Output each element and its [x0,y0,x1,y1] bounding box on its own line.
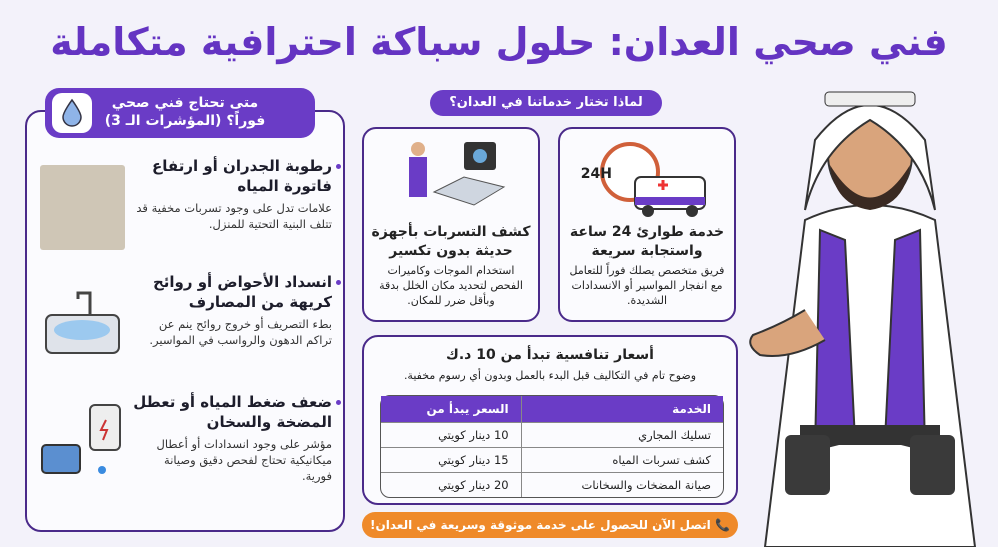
svg-text:24H: 24H [580,166,612,182]
indicator-text: مؤشر على وجود انسدادات أو أعطال ميكانيكية تحتاج لفحص دقيق وصيانة فورية. [156,437,332,483]
service-card-leak-detection [362,127,540,322]
page-title: فني صحي العدان: حلول سباكة احترافية متكاملة [50,20,948,64]
table-row [381,472,723,497]
indicator-text: بطء التصريف أو خروج روائح ينم عن تراكم الدهون والرواسب في المواسير. [149,317,332,347]
leak-detection-icon [394,137,514,222]
pricing-subtitle: وضوح تام في التكاليف قبل البدء بالعمل وبدون أي رسوم مخفية. [403,369,697,382]
card-text: فريق متخصص يصلك فوراً للتعامل مع انفجار المواسير أو الانسدادات الشديدة. [569,264,725,307]
call-now-button[interactable] [362,512,738,538]
price-cell: 10 دينار كويتي [381,422,522,447]
why-heading: لماذا تختار خدماتنا في العدان؟ [430,90,662,116]
pricing-card [362,335,738,505]
pricing-title: أسعار تنافسية تبدأ من 10 د.ك [446,347,654,363]
indicator-text: علامات تدل على وجود تسربات مخفية قد تتلف البنية التحتية للمنزل. [136,201,332,231]
card-title: خدمة طوارئ 24 ساعة واستجابة سريعة [569,224,725,259]
indicator-item [132,392,332,484]
card-text: استخدام الموجات وكاميرات الفحص لتحديد مكان الخلل بدقة وبأقل ضرر للمكان. [379,264,523,307]
indicator-item [132,156,332,232]
service-cell: تسليك المجاري [522,422,723,447]
sink-icon [40,285,125,370]
pricing-table [380,395,724,498]
damp-wall-image [40,165,125,250]
indicator-item [132,272,332,348]
indicator-title: ضعف ضغط المياه أو تعطل المضخة والسخان [133,393,332,431]
service-cell: صيانة المضخات والسخانات [522,472,723,497]
service-card-emergency [558,127,736,322]
table-row [381,422,723,447]
table-row [381,447,723,472]
service-cell: كشف تسربات المياه [522,447,723,472]
column-header-service: الخدمة [522,396,723,422]
price-cell: 15 دينار كويتي [381,447,522,472]
plumber-illustration [745,80,995,547]
indicator-title: انسداد الأحواض أو روائح كريهة من المصارف [132,272,332,312]
indicators-heading: متى تحتاج فني صحي فوراً؟ (المؤشرات الـ 3) [45,88,315,138]
price-cell: 20 دينار كويتي [381,472,522,497]
water-drop-icon [52,93,92,133]
phone-icon: 📞 [710,518,730,532]
pump-heater-icon [40,400,125,485]
ambulance-icon [580,137,710,222]
cta-label: اتصل الآن للحصول على خدمة موثوقة وسريعة في العدان! [370,518,711,532]
indicator-title: رطوبة الجدران أو ارتفاع فاتورة المياه [132,156,332,196]
column-header-price: السعر يبدأ من [381,396,522,422]
card-title: كشف التسربات بأجهزة حديثة بدون تكسير [371,224,531,259]
